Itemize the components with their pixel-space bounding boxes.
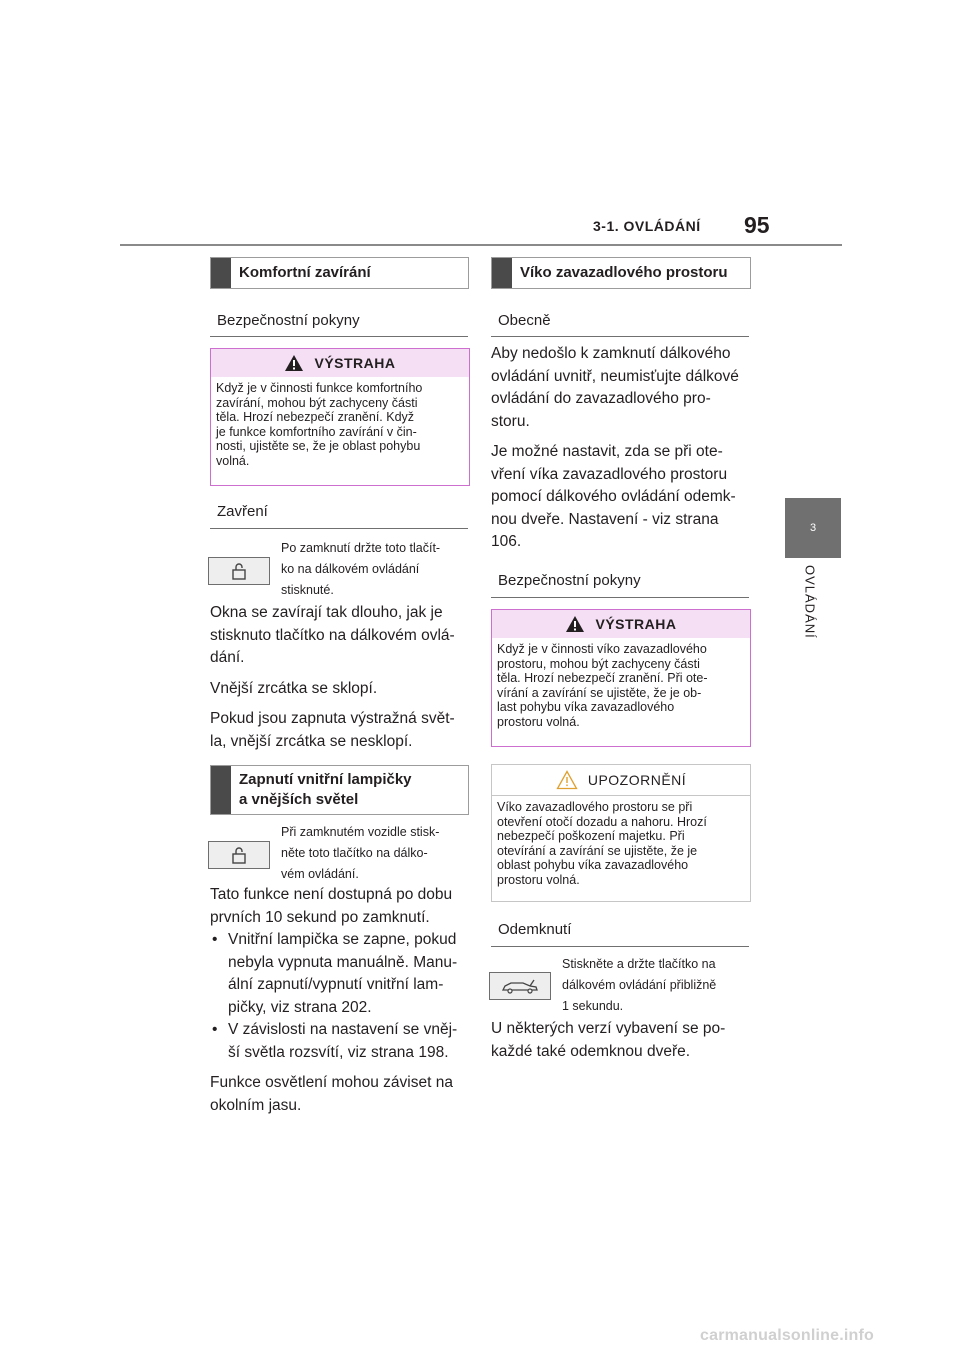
warning-triangle-icon xyxy=(284,354,304,372)
notice-line: otevírání a zavírání se ujistěte, že je xyxy=(497,843,698,858)
notice-box xyxy=(491,764,751,902)
notice-line: nebezpečí poškození majetku. Při xyxy=(497,829,685,843)
section-title: Komfortní zavírání xyxy=(239,264,371,281)
warning-line: zavírání, mohou být zachyceny části xyxy=(216,395,418,410)
section-bar xyxy=(211,766,231,814)
text-line: Po zamknutí držte toto tlačít- xyxy=(281,541,441,555)
lock-key-symbol xyxy=(208,841,270,869)
text-line: něte toto tlačítko na dálko- xyxy=(281,846,428,860)
text-line: 1 sekundu. xyxy=(562,999,624,1013)
warning-line: prostoru volná. xyxy=(497,714,580,729)
text-line: pomocí dálkového ovládání odemk- xyxy=(491,488,736,505)
lock-key-symbol xyxy=(208,557,270,585)
text-line: vření víka zavazadlového prostoru xyxy=(491,465,728,483)
warning-title: VÝSTRAHA xyxy=(595,616,677,632)
lock-icon xyxy=(229,561,249,581)
chapter-label xyxy=(780,565,840,655)
paragraph xyxy=(491,1018,753,1063)
text-line: U některých verzí vybavení se po- xyxy=(491,1020,726,1037)
warning-text xyxy=(211,377,469,476)
text-line: storu. xyxy=(491,412,530,430)
warning-line: prostoru, mohou být zachyceny části xyxy=(497,656,700,671)
text-line: a vnějších světel xyxy=(239,791,359,808)
warning-box xyxy=(491,609,751,747)
section-interior-light xyxy=(210,765,469,815)
text-line: dání. xyxy=(210,649,245,666)
text-line: nebyla vypnuta manuálně. Manu- xyxy=(228,953,458,971)
text-line: Tato funkce není dostupná po dobu xyxy=(210,886,453,903)
warning-line: last pohybu víka zavazadlového xyxy=(497,700,675,714)
text-line: V závislosti na nastavení se vněj- xyxy=(228,1021,458,1038)
warning-text xyxy=(492,638,750,737)
text-line: Okna se zavírají tak dlouho, jak je xyxy=(210,604,443,621)
paragraph xyxy=(210,1072,472,1117)
notice-line: oblast pohybu víka zavazadlového xyxy=(497,858,689,872)
text-line: ovládání do zavazadlového pro- xyxy=(491,390,711,407)
text-line: Aby nedošlo k zamknutí dálkového xyxy=(491,345,731,362)
text-line: ší světla rozsvítí, viz strana 198. xyxy=(228,1043,449,1061)
text-line: vém ovládání. xyxy=(281,867,359,881)
text-line: la, vnější zrcátka se nesklopí. xyxy=(210,732,413,750)
paragraph: Vnější zrcátka se sklopí. xyxy=(210,679,378,697)
heading-rule xyxy=(491,336,749,337)
notice-line: Víko zavazadlového prostoru se při xyxy=(497,800,693,814)
paragraph xyxy=(210,602,472,670)
warning-header xyxy=(211,349,469,377)
car-trunk-icon xyxy=(500,976,540,996)
lock-key-text xyxy=(281,538,440,601)
section-header: 3-1. OVLÁDÁNÍ xyxy=(593,218,701,234)
warning-line: Když je v činnosti funkce komfortního xyxy=(216,381,423,395)
text-line: Stiskněte a držte tlačítko na xyxy=(562,957,716,971)
text-line: pičky, viz strana 202. xyxy=(228,998,372,1016)
watermark: carmanualsonline.info xyxy=(700,1327,875,1344)
text-line: ovládání uvnitř, neumisťujte dálkové xyxy=(491,367,739,385)
heading-rule xyxy=(491,946,749,947)
notice-title: UPOZORNĚNÍ xyxy=(587,772,687,788)
paragraph xyxy=(210,708,472,753)
warning-line: volná. xyxy=(216,453,250,468)
warning-box xyxy=(210,348,470,486)
bullet-item xyxy=(210,1019,472,1064)
text-line: Zapnutí vnitřní lampičky xyxy=(239,771,412,788)
section-bar xyxy=(211,258,231,288)
heading-rule xyxy=(210,336,468,337)
left-body-2 xyxy=(210,884,472,1125)
text-line: Při zamknutém vozidle stisk- xyxy=(281,825,440,839)
header-rule xyxy=(120,244,842,246)
section-title xyxy=(231,766,420,814)
warning-line: vírání a zavírání se ujistěte, že je ob- xyxy=(497,685,702,700)
warning-line: těla. Hrozí nebezpečí zranění. Při ote- xyxy=(497,671,708,685)
heading-rule xyxy=(210,528,468,529)
text-line: stisknuté. xyxy=(281,583,334,597)
section-trunk-lid xyxy=(491,257,751,289)
close-heading: Zavření xyxy=(217,503,268,520)
caution-triangle-icon xyxy=(556,770,578,790)
text-line: stisknuto tlačítko na dálkovém ovlá- xyxy=(210,626,455,644)
text-line: Je možné nastavit, zda se při ote- xyxy=(491,443,723,460)
paragraph xyxy=(491,441,753,554)
general-heading: Obecně xyxy=(498,312,551,329)
chapter-tab xyxy=(785,498,841,558)
text-line: okolním jasu. xyxy=(210,1096,302,1114)
section-comfort-closing xyxy=(210,257,469,289)
paragraph xyxy=(210,884,472,929)
chapter-label-text: OVLÁDÁNÍ xyxy=(802,565,818,639)
safety-heading: Bezpečnostní pokyny xyxy=(498,572,641,589)
text-line: Funkce osvětlení mohou záviset na xyxy=(210,1074,453,1091)
warning-line: Když je v činnosti víko zavazadlového xyxy=(497,642,707,656)
text-line: Pokud jsou zapnuta výstražná svět- xyxy=(210,710,455,727)
bullet-item xyxy=(210,929,472,1019)
unlock-heading: Odemknutí xyxy=(498,921,572,938)
left-body-1 xyxy=(210,602,472,761)
text-line: 106. xyxy=(491,533,522,550)
section-bar xyxy=(492,258,512,288)
heading-rule xyxy=(491,597,749,598)
right-body-1 xyxy=(491,343,753,562)
text-line: ko na dálkovém ovládání xyxy=(281,562,420,576)
trunk-key-symbol xyxy=(489,972,551,1000)
lock-icon xyxy=(229,845,249,865)
text-line: nou dveře. Nastavení - viz strana xyxy=(491,510,719,528)
notice-header xyxy=(492,765,750,796)
warning-triangle-icon xyxy=(565,615,585,633)
chapter-number: 3 xyxy=(809,522,817,534)
page-number: 95 xyxy=(744,212,770,238)
warning-line: nosti, ujistěte se, že je oblast pohybu xyxy=(216,439,421,453)
lock-key-text xyxy=(281,822,439,885)
warning-title: VÝSTRAHA xyxy=(314,355,396,371)
warning-header xyxy=(492,610,750,638)
notice-line: otevření otočí dozadu a nahoru. Hrozí xyxy=(497,814,707,829)
notice-text xyxy=(492,796,750,895)
warning-line: je funkce komfortního zavírání v čin- xyxy=(216,424,417,439)
right-body-2 xyxy=(491,1018,753,1071)
safety-heading: Bezpečnostní pokyny xyxy=(217,312,360,329)
warning-line: těla. Hrozí nebezpečí zranění. Když xyxy=(216,410,415,424)
text-line: každé také odemknou dveře. xyxy=(491,1042,691,1060)
notice-line: prostoru volná. xyxy=(497,872,580,887)
text-line: Vnitřní lampička se zapne, pokud xyxy=(228,931,457,948)
text-line: dálkovém ovládání přibližně xyxy=(562,978,717,992)
trunk-key-text xyxy=(562,954,716,1017)
text-line: ální zapnutí/vypnutí vnitřní lam- xyxy=(228,976,444,993)
section-title: Víko zavazadlového prostoru xyxy=(520,264,728,281)
paragraph xyxy=(491,343,753,433)
text-line: prvních 10 sekund po zamknutí. xyxy=(210,908,430,926)
